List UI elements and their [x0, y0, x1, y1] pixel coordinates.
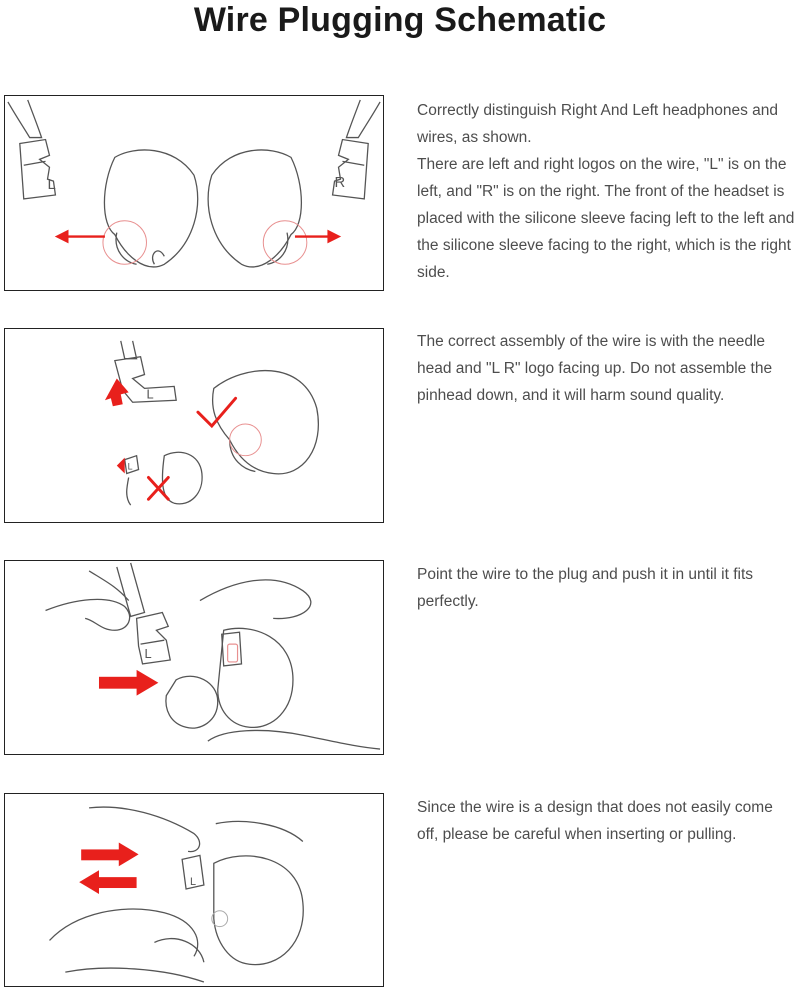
pull-arrow-icon [79, 870, 136, 894]
step-4-description [417, 794, 797, 848]
step-1-paragraph-2: There are left and right logos on the wire, "L" is on the left, and "R" is on the right. The front of the headset is placed with the silicone sleeve facing left to the left and the silicone sleeve facing to the right, which is the right side. [417, 156, 795, 281]
wire-label: L [144, 645, 152, 661]
push-arrow-icon [99, 670, 158, 696]
wire-label: L [190, 876, 197, 889]
step-4-paragraph-1: Since the wire is a design that does not easily come off, please be careful when inserting or pulling. [417, 799, 773, 843]
step-3-paragraph-1: Point the wire to the plug and push it in until it fits perfectly. [417, 566, 754, 610]
insert-pull-diagram [5, 794, 383, 986]
left-right-earphones-diagram [5, 96, 383, 290]
right-wire-label: R [334, 175, 346, 192]
up-arrow-icon [105, 378, 129, 406]
left-wire-label: L [47, 177, 56, 194]
step-3-description [417, 561, 797, 615]
step-2-description [417, 328, 797, 409]
step-1-illustration [4, 95, 384, 291]
wire-label-correct: L [146, 386, 154, 402]
insert-wire-diagram [5, 561, 383, 754]
step-2-illustration [4, 328, 384, 523]
step-3-illustration [4, 560, 384, 755]
page-title: Wire Plugging Schematic [193, 1, 607, 39]
check-mark-icon [198, 398, 236, 426]
insert-arrow-icon [81, 842, 138, 866]
wire-orientation-diagram [5, 329, 383, 522]
wire-label-wrong: L [127, 461, 133, 472]
step-2-paragraph-1: The correct assembly of the wire is with the needle head and "L R" logo facing up. Do not assemble the pinhead down, and it will harm sound quality. [417, 333, 773, 404]
step-4-illustration [4, 793, 384, 987]
step-1-paragraph-1: Correctly distinguish Right And Left headphones and wires, as shown. [417, 102, 779, 146]
down-arrow-icon [117, 458, 125, 474]
step-1-description [417, 97, 797, 286]
cross-mark-icon [148, 477, 168, 499]
